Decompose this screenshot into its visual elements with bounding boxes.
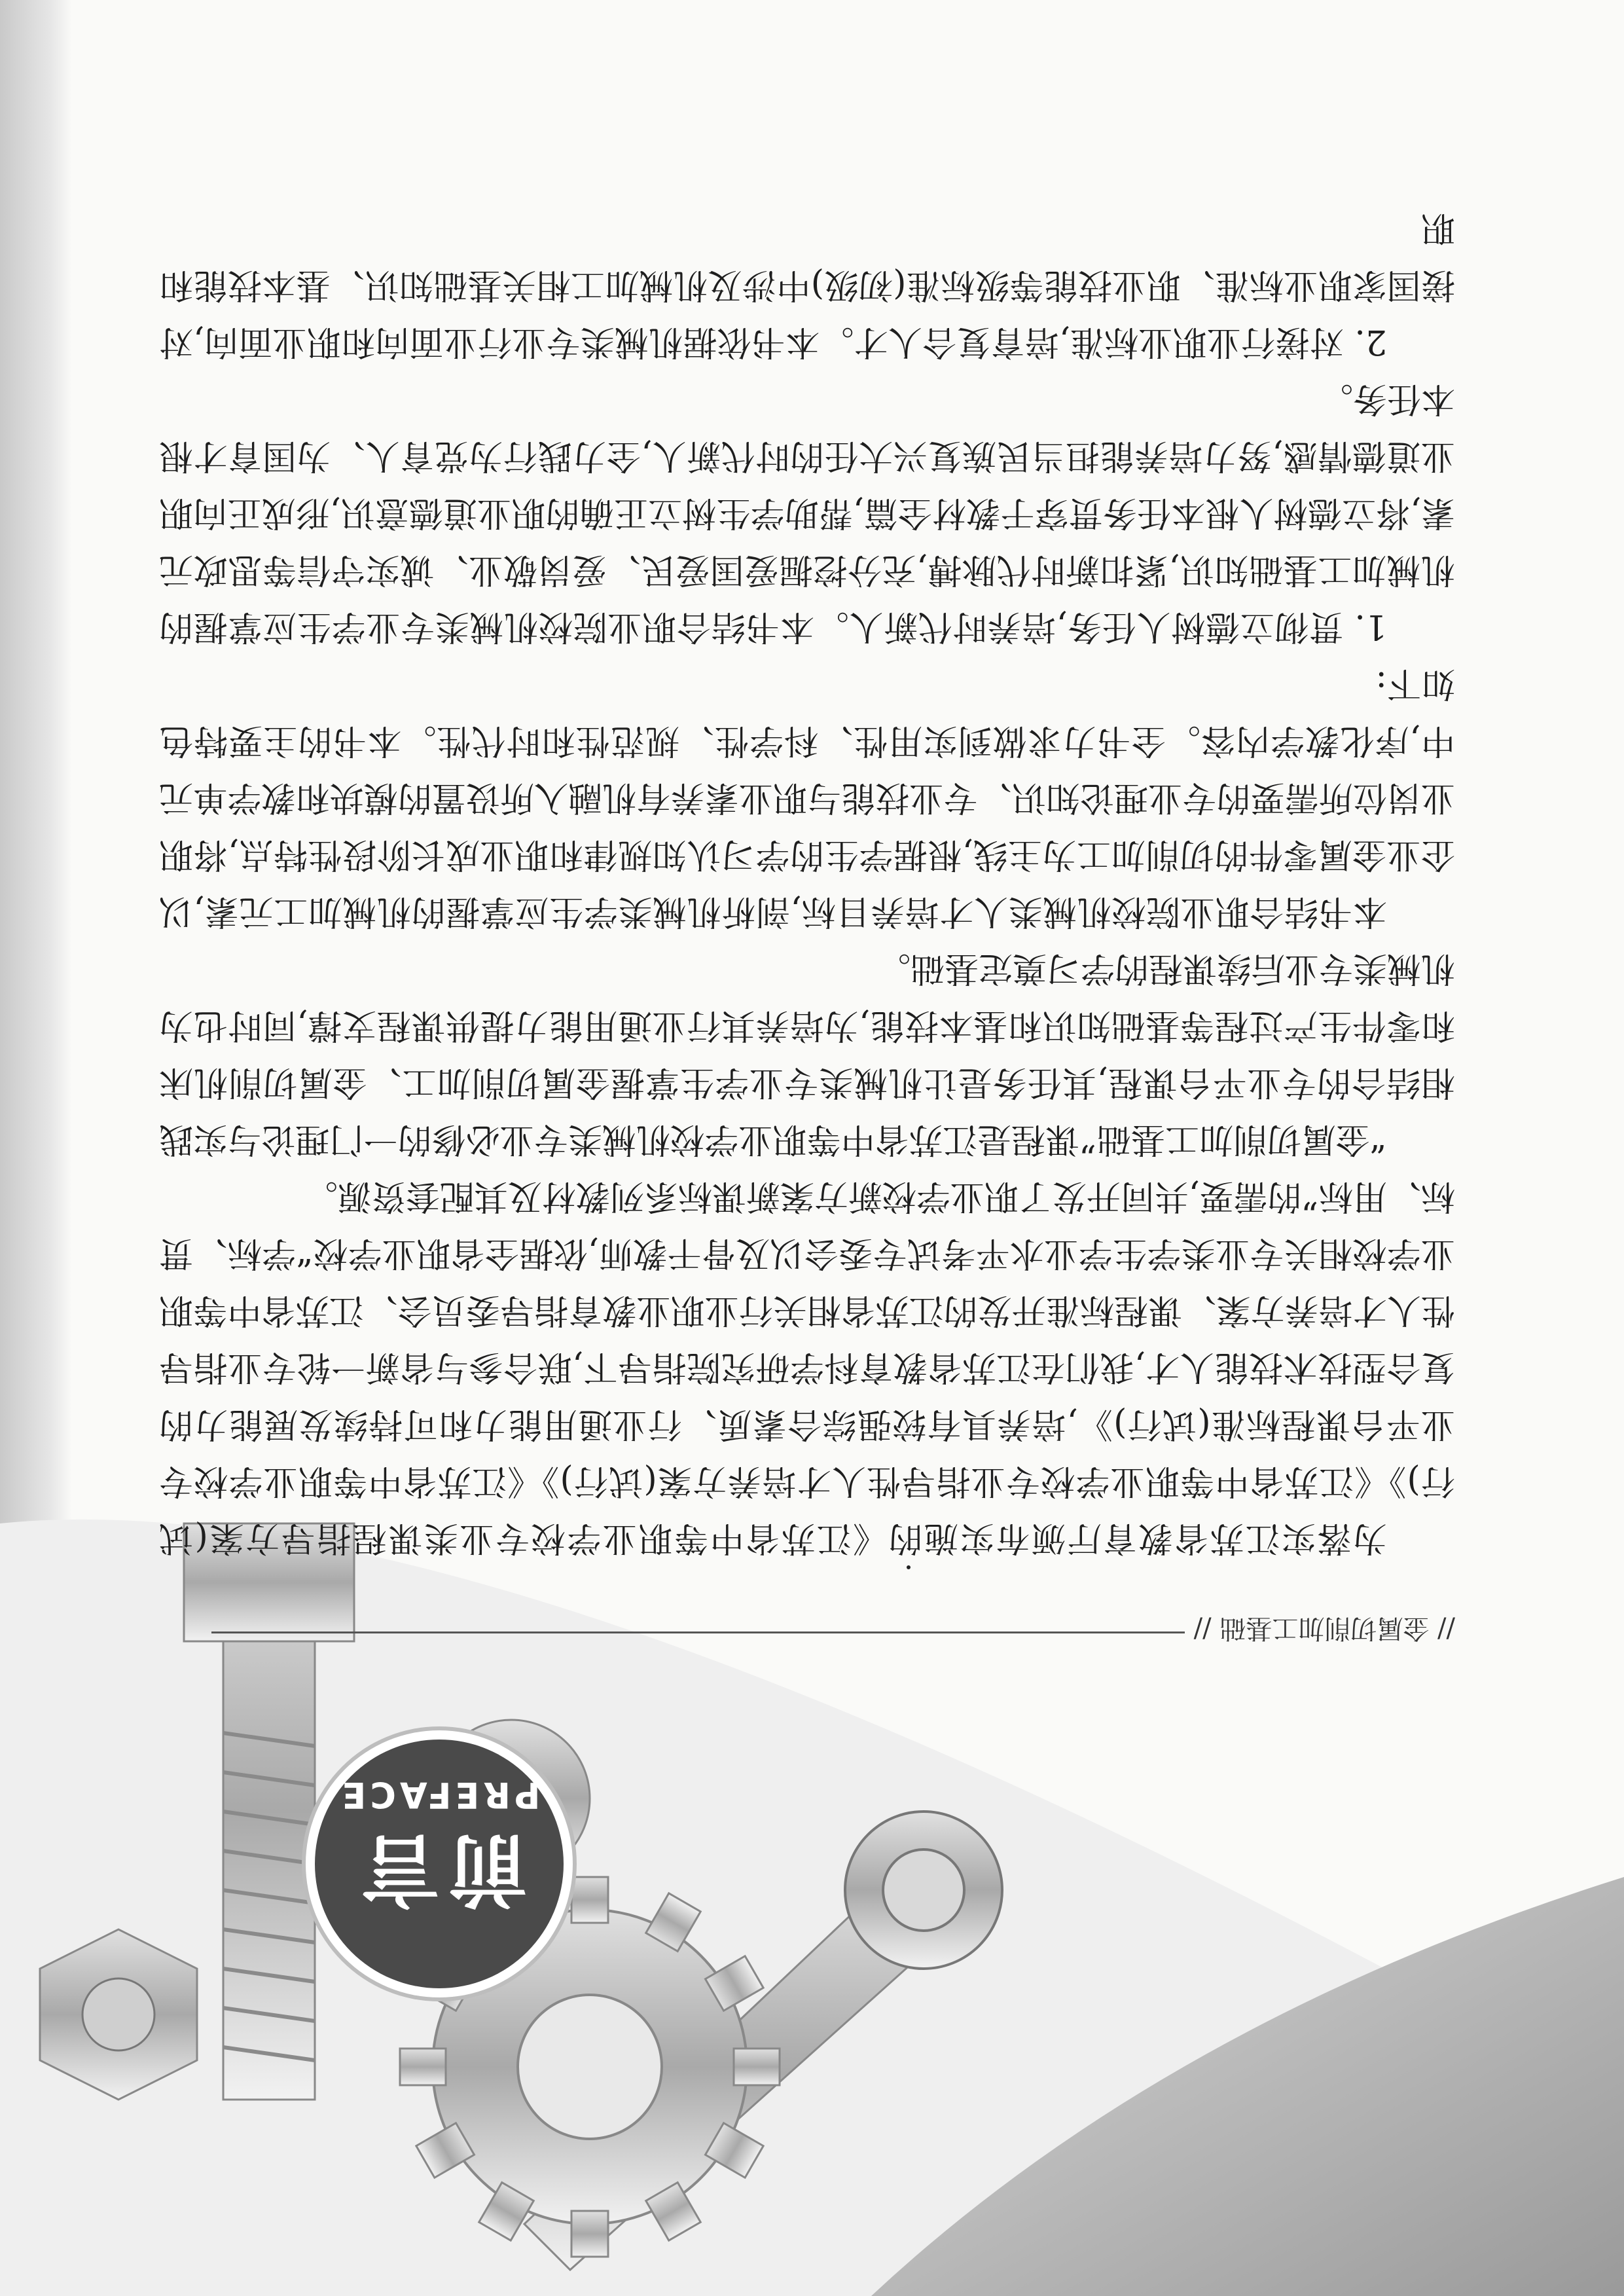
running-title	[211, 1613, 1455, 1649]
running-title-rule	[211, 1631, 1233, 1633]
header-decoration	[0, 1484, 1624, 2296]
paragraph: 本书结合职业院校机械类人才培养目标,剖析机械类学生应掌握的机械加工元素,以企业金属零件的切削加工为主线,根据学生的学习认知规律和职业成长阶段性特点,将职业岗位所需要的专业理论知识、专业技能与职业素养有机融入所设置的模块和教学单元中,序化教学内容。全书力求做到实用性、科学性、规范性和时代性。本书的主要特色如下:	[159, 664, 1455, 931]
running-title-text: // 金属切削加工基础 //	[1185, 1612, 1455, 1649]
paragraph: 2. 对接行业职业标准,培育复合人才。本书依据机械类专业行业面向和职业面向,对接国家职业标准、职业技能等级标准(初级)中涉及机械加工相关基础知识、基本技能和职	[159, 208, 1455, 361]
preface-badge	[315, 1740, 564, 1988]
paragraph: “金属切削加工基础”课程是江苏省中等职业学校机械类专业必修的一门理论与实践相结合的专业平台课程,其任务是让机械类专业学生掌握金属切削加工、金属切削机床和零件生产过程等基础知识和基本技能,为培养其行业通用能力提供课程支撑,同时也为机械类专业后续课程的学习奠定基础。	[159, 949, 1455, 1159]
preface-body	[159, 199, 1455, 1566]
badge-subtitle: PREFACE	[338, 1774, 541, 1815]
tools-illustration	[0, 1484, 1624, 2296]
badge-title: 前言	[352, 1823, 527, 1916]
paragraph: 为落实江苏省教育厅颁布实施的《江苏省中等职业学校专业类课程指导方案(试行)》《江苏省中等职业学校专业指导性人才培养方案(试行)》《江苏省中等职业学校专业平台课程标准(试行)》,培养具有较强综合素质、行业通用能力和可持续发展能力的复合型技术技能人才,我们在江苏省教育科学研究院指导下,联合参与省新一轮专业指导性人才培养方案、课程标准开发的江苏省相关行业职业教育指导委员会、江苏省中等职业学校相关专业类学生学业水平考试专委会以及骨干教师,依据全省职业学校“学标、贯标、用标”的需要,共同开发了职业学校新方案新课标系列教材及其配套资源。	[159, 1176, 1455, 1558]
paragraph: 1. 贯彻立德树人任务,培养时代新人。本书结合职业院校机械类专业学生应掌握的机械加工基础知识,紧扣新时代脉搏,充分挖掘爱国爱民、爱岗敬业、诚实守信等思政元素,将立德树人根本任务贯穿于教材全篇,帮助学生树立正确的职业道德意识,形成正向职业道德情感,努力培养能担当民族复兴大任的时代新人,全力践行为党育人、为国育才根本任务。	[159, 379, 1455, 646]
